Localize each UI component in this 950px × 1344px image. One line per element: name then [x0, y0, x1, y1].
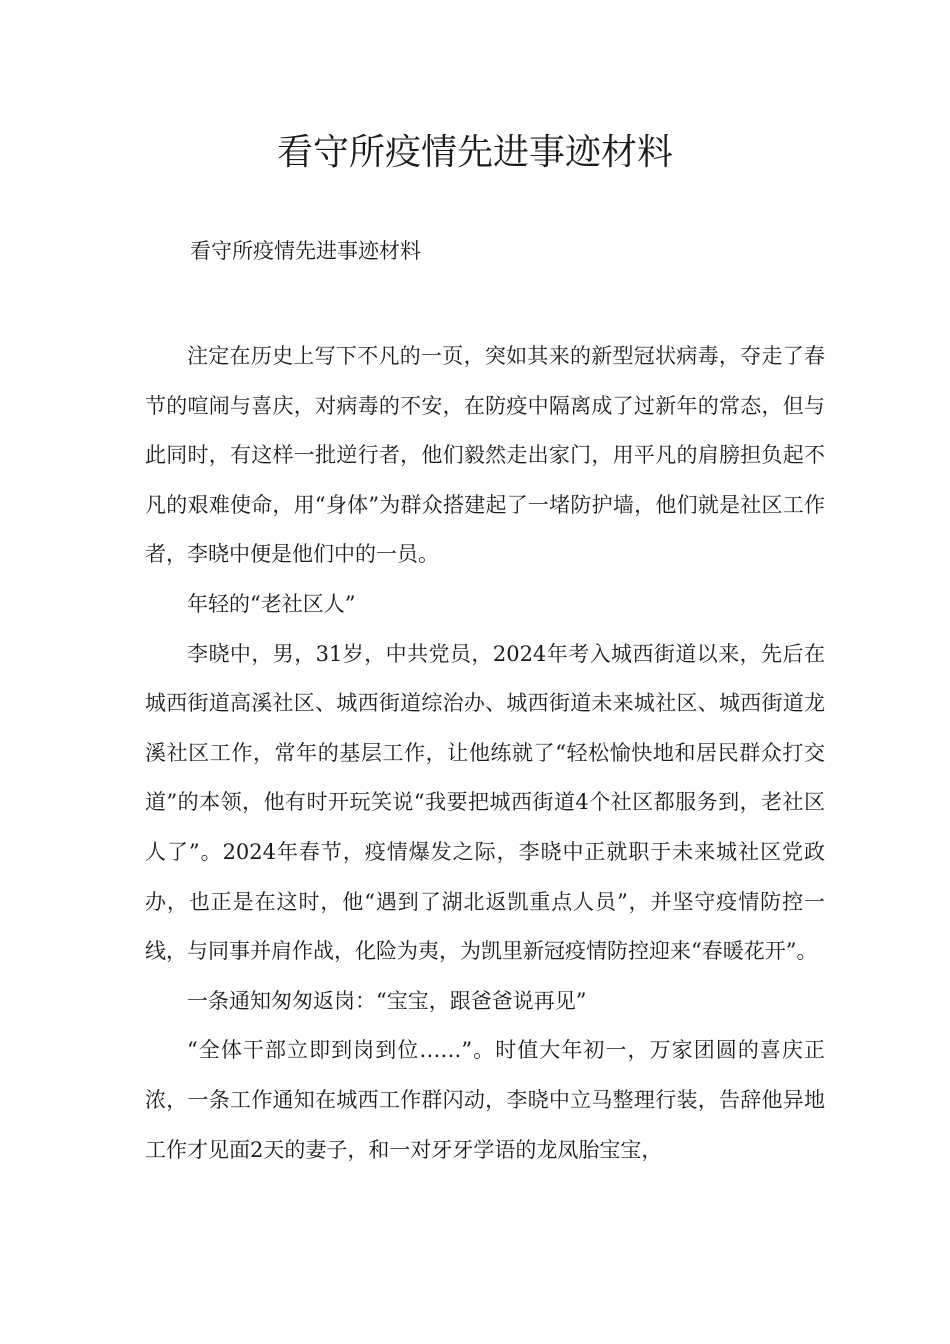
section-heading: 一条通知匆匆返岗：“宝宝，跟爸爸说再见”	[187, 988, 587, 1013]
document-body	[145, 332, 825, 1175]
paragraph: 李晓中，男，31岁，中共党员，2024年考入城西街道以来，先后在城西街道高溪社区、城西街道综治办、城西街道未来城社区、城西街道龙溪社区工作，常年的基层工作，让他练就了“轻松愉快地和居民群众打交道”的本领，他有时开玩笑说“我要把城西街道4个社区都服务到，老社区人了”。2024年春节，疫情爆发之际，李晓中正就职于未来城社区党政办，也正是在这时，他“遇到了湖北返凯重点人员”，并坚守疫情防控一线，与同事并肩作战，化险为夷，为凯里新冠疫情防控迎来“春暖花开”。	[145, 641, 825, 964]
section-heading: 年轻的“老社区人”	[187, 591, 356, 616]
document-subtitle: 看守所疫情先进事迹材料	[190, 239, 421, 263]
document-title: 看守所疫情先进事迹材料	[276, 132, 673, 173]
paragraph: “全体干部立即到岗到位……”。时值大年初一，万家团圆的喜庆正浓，一条工作通知在城西工作群闪动，李晓中立马整理行装，告辞他异地工作才见面2天的妻子，和一对牙牙学语的龙凤胎宝宝，	[145, 1038, 825, 1162]
paragraph: 注定在历史上写下不凡的一页，突如其来的新型冠状病毒，夺走了春节的喧闹与喜庆，对病毒的不安，在防疫中隔离成了过新年的常态，但与此同时，有这样一批逆行者，他们毅然走出家门，用平凡的肩膀担负起不凡的艰难使命，用“身体”为群众搭建起了一堵防护墙，他们就是社区工作者，李晓中便是他们中的一员。	[145, 344, 825, 567]
